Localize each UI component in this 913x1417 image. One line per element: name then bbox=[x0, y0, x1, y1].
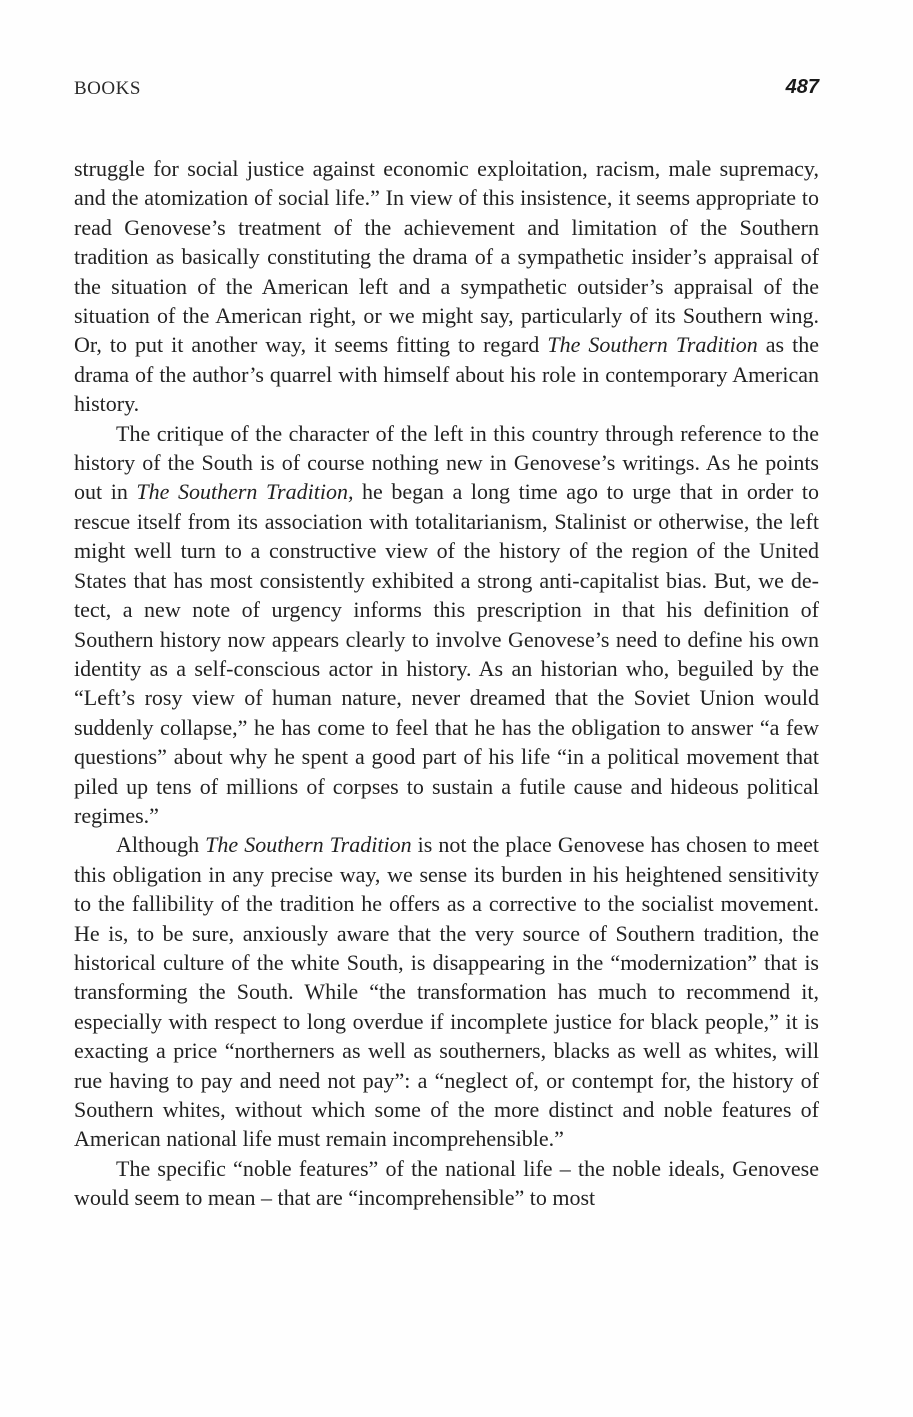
body-text bbox=[74, 154, 819, 1213]
section-title: BOOKS bbox=[74, 78, 141, 99]
paragraph-text: Although bbox=[116, 832, 206, 858]
page-number: 487 bbox=[785, 76, 819, 98]
paragraph-3 bbox=[74, 830, 819, 1153]
running-header bbox=[74, 76, 819, 104]
paragraph-4 bbox=[74, 1154, 819, 1213]
book-page bbox=[74, 0, 819, 1417]
book-title-italic: The Southern Tradition bbox=[205, 832, 412, 858]
paragraph-text: struggle for social justice against economic exploitation, racism, male supremacy, and the atomization of social life.” In view of this insistence, it seems appropriate to read Genovese’s treatment of the achievement and limitation of the Southern tradition as basically constituting the drama of a sympathetic insider’s appraisal of the situation of the American left and a sympathetic outsider’s appraisal of the situation of the American right, or we might say, particularly of its Southern wing. Or, to put it another way, it seems fitting to regard bbox=[74, 156, 819, 358]
book-title-italic: The Southern Tradition bbox=[547, 332, 758, 358]
paragraph-text: The specific “noble features” of the national life – the noble ideals, Genovese would seem to mean – that are “incomprehensible” to most bbox=[74, 1155, 819, 1211]
paragraph-2 bbox=[74, 419, 819, 831]
paragraph-text: The critique of the character of the left in this country through reference to the history of the South is of course nothing new in Genovese’s writings. As he points out in bbox=[74, 420, 819, 505]
paragraph-text: is not the place Genovese has chosen to meet this obligation in any precise way, we sense its burden in his heightened sensitivity to the fallibility of the tradition he offers as a corrective to the socialist movement. He is, to be sure, anxiously aware that the very source of Southern tradition, the historical culture of the white South, is disappearing in the “modernization” that is transforming the South. While “the transformation has much to recommend it, especially with respect to long overdue if incomplete justice for black people,” it is exacting a price “northerners as well as southerners, blacks as well as whites, will rue having to pay and need not pay”: a “neglect of, or contempt for, the history of Southern whites, without which some of the more distinct and noble features of American national life must remain incomprehensible.” bbox=[74, 832, 819, 1152]
book-title-italic: The Southern Tradition, bbox=[136, 479, 354, 505]
paragraph-1 bbox=[74, 154, 819, 419]
paragraph-text: he began a long time ago to urge that in order to rescue itself from its association with totalitarianism, Stalinist or otherwise, the left might well turn to a constructive view of the history of the region of the United States that has most consistently exhibited a strong anti-capitalist bias. But, we detect, a new note of urgency informs this prescription in that his definition of Southern history now appears clearly to involve Genovese’s need to define his own identity as a self-conscious actor in history. As an historian who, beguiled by the “Left’s rosy view of human nature, never dreamed that the Soviet Union would suddenly collapse,” he has come to feel that he has the obligation to answer “a few questions” about why he spent a good part of his life “in a political movement that piled up tens of millions of corpses to sustain a futile cause and hideous political regimes.” bbox=[74, 479, 819, 828]
paragraph-text: as the drama of the author’s quarrel with himself about his role in contemporary American history. bbox=[74, 332, 820, 417]
